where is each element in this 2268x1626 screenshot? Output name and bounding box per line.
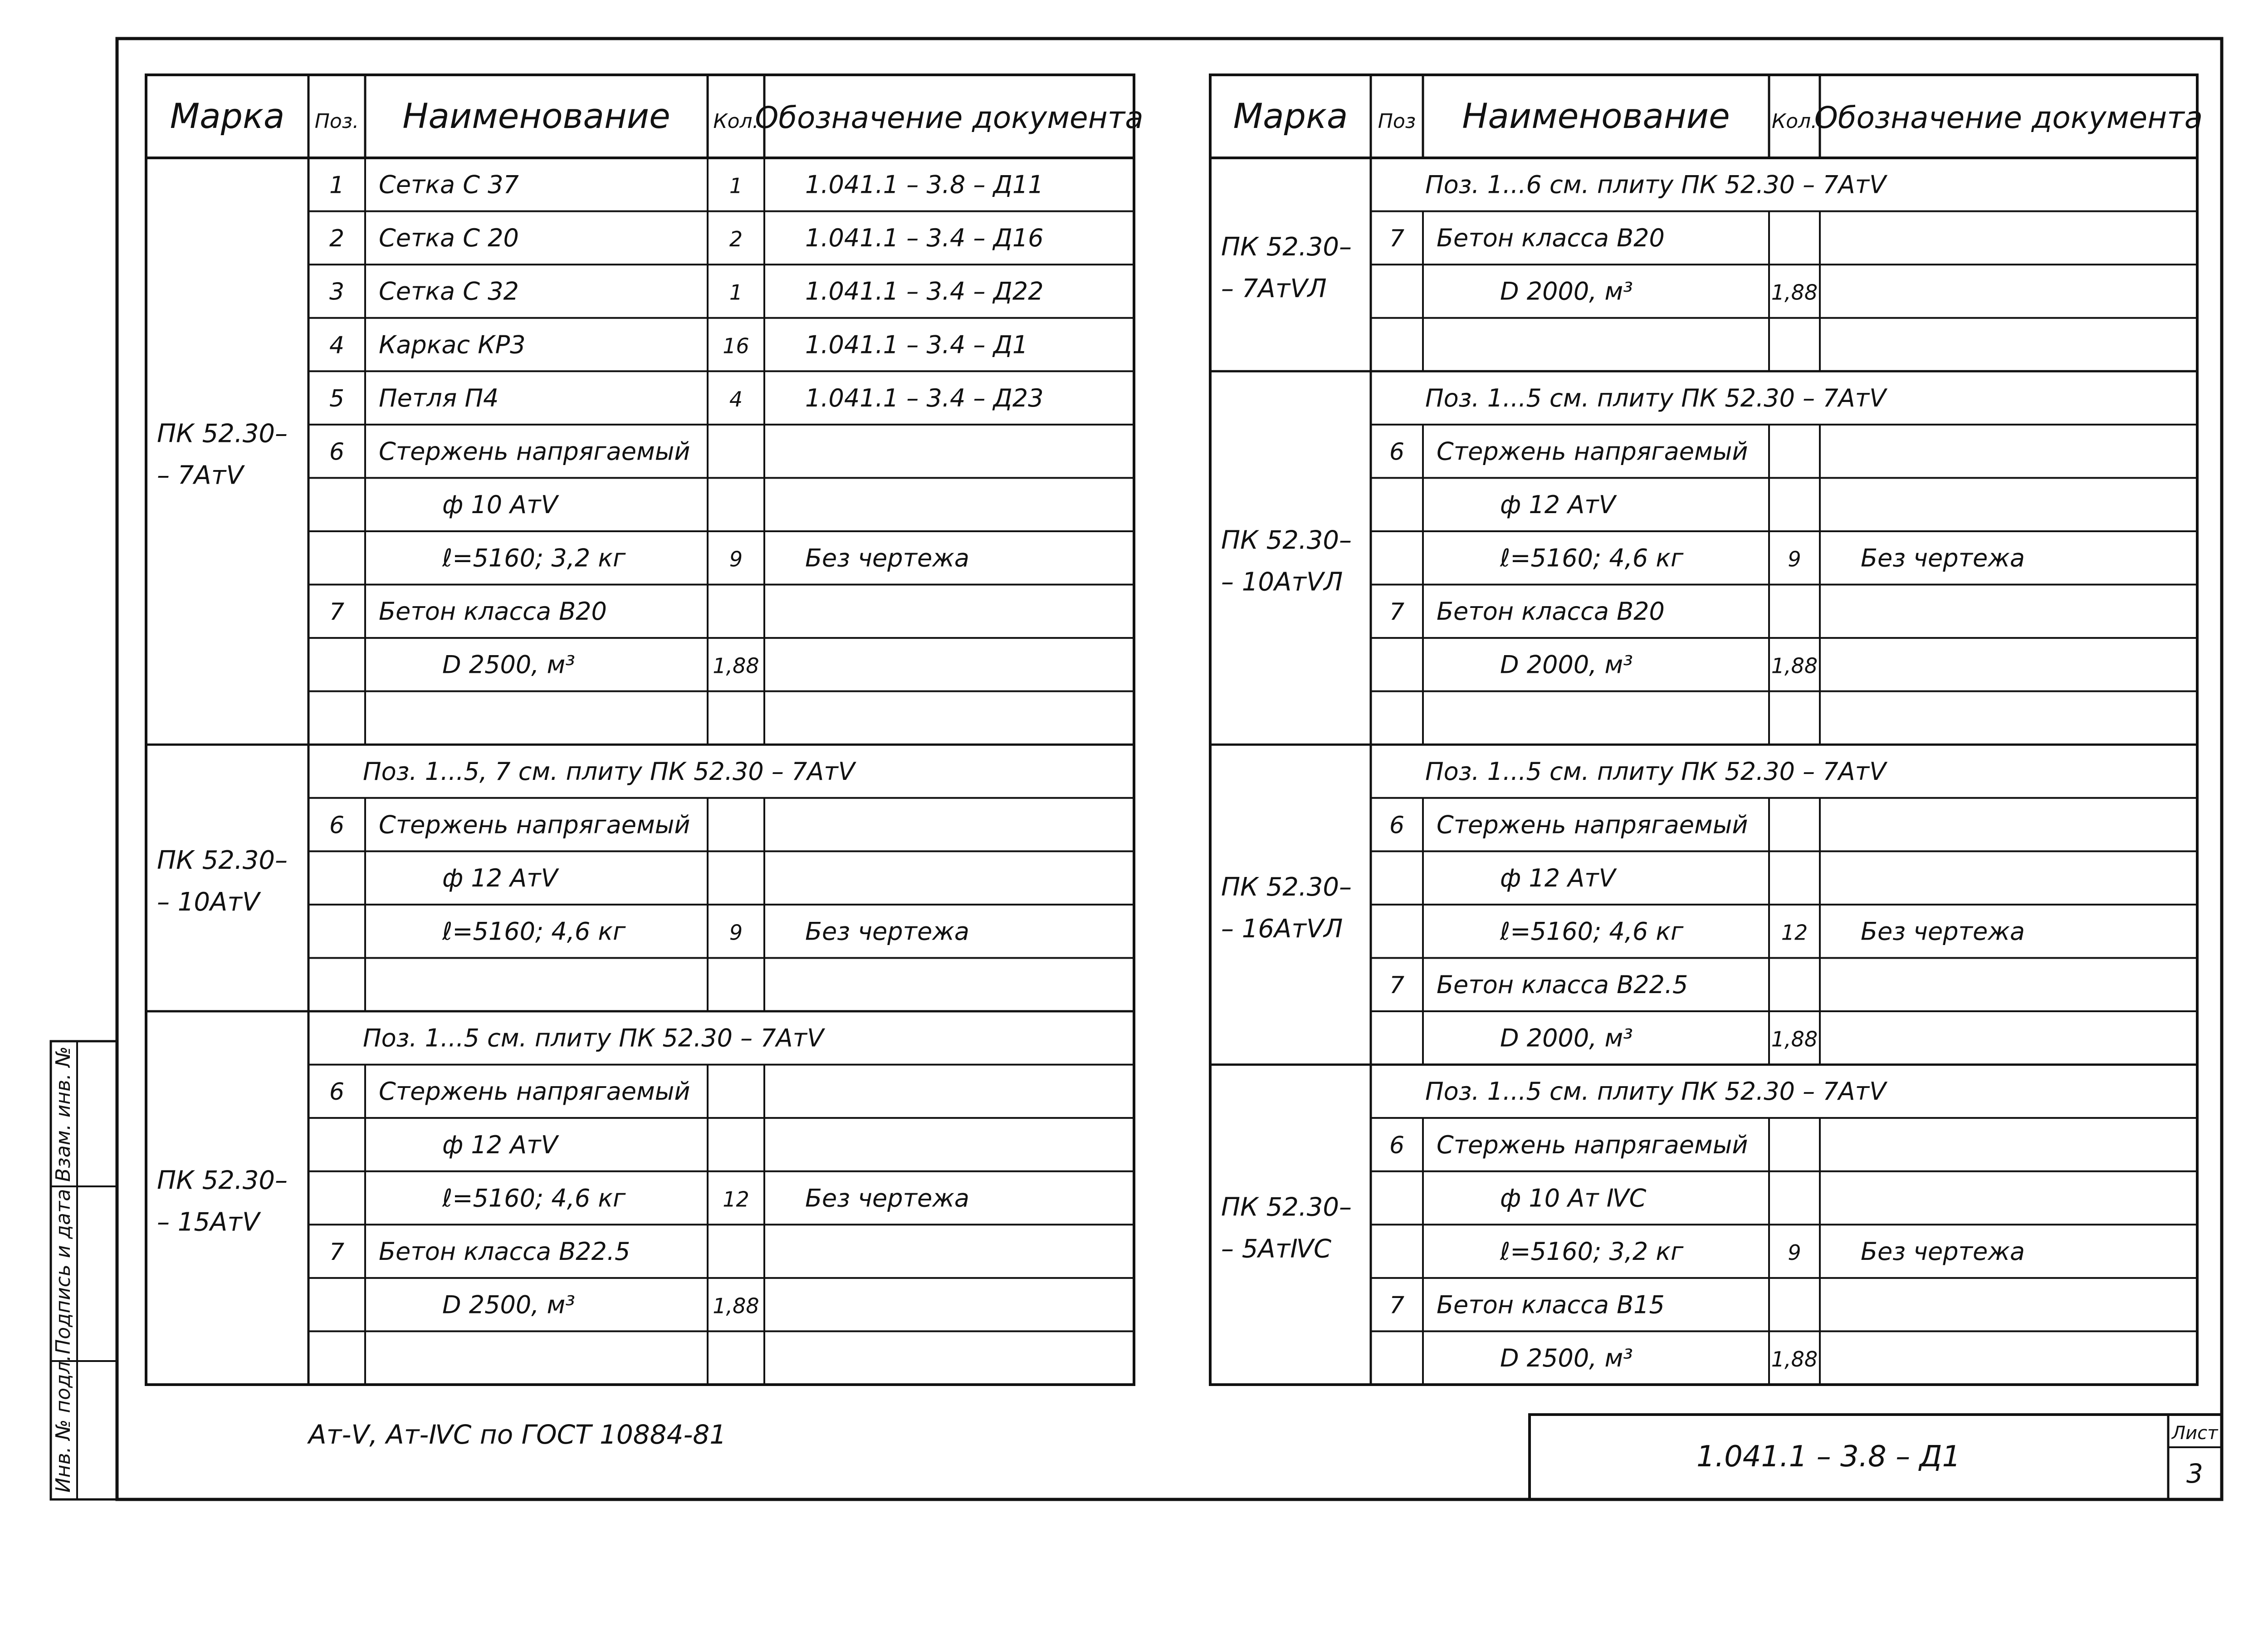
table-row [308,585,1134,638]
header-qty: Кол. [1771,110,1818,133]
row-name: D 2500, м³ [1500,1344,1633,1373]
table-row [1423,1331,1820,1385]
row-qty: 1,88 [713,1293,759,1318]
span-reference: Поз. 1...5 см. плиту ПК 52.30 – 7АтⅤ [363,1024,824,1053]
table-row [1371,638,2197,691]
mark-label: – 10АтⅤЛ [1221,567,1343,597]
sheet-number: 3 [2186,1458,2203,1489]
span-reference: Поз. 1...5 см. плиту ПК 52.30 – 7АтⅤ [1425,383,1887,412]
table-row [308,158,1134,211]
header-qty: Кол. [713,110,759,133]
table-row [1371,318,2197,372]
row-doc: Без чертежа [1861,544,2025,573]
row-qty: 1,88 [1771,1347,1818,1372]
row-pos: 7 [1389,598,1405,626]
table-row [365,1331,764,1385]
row-doc: 1.041.1 – 3.4 – Д16 [805,224,1044,253]
row-name: Стержень напрягаемый [1437,437,1748,466]
header-mark: Марка [170,96,285,137]
table-row [1371,851,2197,905]
row-qty: 1,88 [1771,280,1818,305]
row-name: ф 10 АтⅤ [442,490,558,519]
row-doc: Без чертежа [1861,917,2025,946]
row-name: Бетон класса В15 [1437,1290,1665,1319]
row-pos: 7 [1389,225,1405,253]
row-name: D 2000, м³ [1500,277,1633,306]
table-row [308,478,1134,531]
row-pos: 6 [329,812,345,839]
mark-label: – 10АтⅤ [157,887,260,917]
header-doc: Обозначение документа [755,100,1144,136]
side-replace-label: Взам. инв. № [52,1046,75,1182]
row-name: D 2000, м³ [1500,650,1633,679]
row-qty: 9 [1788,547,1801,572]
row-pos: 5 [329,385,345,412]
mark-label: – 7АтⅤЛ [1221,274,1327,304]
side-sign-label: Подпись и дата [52,1189,75,1354]
row-pos: 7 [329,1238,345,1266]
row-pos: 2 [329,225,345,253]
right-spec-table [1210,75,2203,1385]
table-row [308,211,1134,265]
row-qty: 1,88 [1771,653,1818,678]
table-row [308,958,1134,1011]
row-name: ф 10 Ат ⅣС [1500,1184,1647,1213]
table-row [1371,531,2197,585]
table-row [308,425,1134,478]
table-row [1371,691,2197,745]
row-doc: 1.041.1 – 3.4 – Д1 [805,330,1028,359]
row-name: Стержень напрягаемый [1437,810,1748,839]
row-name: ℓ=5160; 4,6 кг [442,917,626,946]
row-name: ф 12 АтⅤ [442,863,558,892]
row-name: ℓ=5160; 4,6 кг [1500,917,1684,946]
row-qty: 12 [1781,920,1808,945]
row-pos: 7 [329,598,345,626]
mark-label: ПК 52.30– [1221,232,1352,262]
row-doc: 1.041.1 – 3.4 – Д23 [805,383,1044,412]
table-span-row [1371,1077,2197,1118]
mark-label: ПК 52.30– [157,1166,288,1195]
mark-label: ПК 52.30– [1221,1192,1352,1222]
row-doc: Без чертежа [805,544,969,573]
table-border [1210,75,2197,1385]
row-pos: 6 [329,438,345,466]
mark-label: – 15АтⅤ [157,1207,260,1237]
row-name: Сетка С 37 [379,170,519,199]
row-qty: 2 [729,227,743,252]
row-qty: 1 [729,280,743,305]
span-reference: Поз. 1...5 см. плиту ПК 52.30 – 7АтⅤ [1425,1077,1887,1106]
row-qty: 4 [729,387,743,411]
mark-label: ПК 52.30– [157,846,288,876]
row-pos: 7 [1389,972,1405,999]
header-pos: Поз. [314,110,359,133]
table-row [308,1278,1134,1332]
row-name: ℓ=5160; 3,2 кг [1500,1237,1684,1266]
row-pos: 3 [329,278,345,306]
header-doc: Обозначение документа [1814,100,2203,136]
row-name: ℓ=5160; 4,6 кг [442,1184,626,1213]
row-doc: Без чертежа [1861,1237,2025,1266]
table-row [308,691,1134,745]
row-doc: 1.041.1 – 3.4 – Д22 [805,277,1044,306]
row-qty: 9 [729,920,743,945]
row-name: Стержень напрягаемый [1437,1130,1748,1159]
table-row [1371,958,2197,1011]
table-row [308,371,1134,425]
side-inv-label: Инв. № подл. [52,1355,75,1493]
table-row [308,851,1134,905]
table-row [1371,425,2197,478]
table-row [1371,905,2197,958]
row-doc: Без чертежа [805,917,969,946]
row-name: Стержень напрягаемый [379,1077,690,1106]
row-pos: 6 [329,1078,345,1106]
row-pos: 6 [1389,812,1405,839]
table-row [308,1118,1134,1171]
table-span-row [1371,171,2197,211]
table-row [308,905,1134,958]
row-qty: 9 [1788,1240,1801,1265]
row-name: Бетон класса В20 [1437,597,1665,626]
row-name: ф 12 АтⅤ [442,1130,558,1159]
table-row [1371,1171,2197,1225]
side-stamp [51,1041,117,1499]
table-row [1371,1118,2197,1171]
row-doc: 1.041.1 – 3.8 – Д11 [805,170,1044,199]
table-row [1371,585,2197,638]
mark-label: – 7АтⅤ [157,460,244,490]
row-qty: 1,88 [713,653,759,678]
mark-label: ПК 52.30– [1221,525,1352,555]
row-pos: 7 [1389,1292,1405,1319]
table-row [1371,1224,2197,1278]
mark-label: – 5АтⅣС [1221,1234,1332,1264]
left-spec-table [146,75,1144,1385]
table-span-row [1371,757,2197,798]
table-row [308,1171,1134,1225]
span-reference: Поз. 1...5, 7 см. плиту ПК 52.30 – 7АтⅤ [363,757,855,786]
row-pos: 6 [1389,438,1405,466]
table-row [1371,1278,2197,1332]
table-span-row [1371,384,2197,425]
table-row [1371,798,2197,852]
header-name: Наименование [402,96,670,137]
title-block [1530,1415,2222,1499]
row-pos: 6 [1389,1131,1405,1159]
table-row [308,638,1134,691]
sheet-label: Лист [2172,1423,2218,1444]
row-qty: 1 [729,173,743,198]
span-reference: Поз. 1...6 см. плиту ПК 52.30 – 7АтⅤ [1425,170,1887,199]
row-name: Каркас КР3 [379,330,526,359]
table-border [146,75,1134,1385]
header-mark: Марка [1233,96,1348,137]
row-qty: 9 [729,547,743,572]
row-pos: 4 [329,332,345,359]
mark-label: ПК 52.30– [1221,872,1352,902]
row-name: Петля П4 [379,383,499,412]
row-name: Сетка С 32 [379,277,519,306]
row-name: Стержень напрягаемый [379,437,690,466]
span-reference: Поз. 1...5 см. плиту ПК 52.30 – 7АтⅤ [1425,757,1887,786]
row-name: ф 12 АтⅤ [1500,490,1616,519]
table-span-row [308,757,1134,798]
row-name: Стержень напрягаемый [379,810,690,839]
row-name: ℓ=5160; 4,6 кг [1500,544,1684,573]
table-row [308,264,1134,318]
row-name: Бетон класса В20 [1437,224,1665,253]
row-name: ф 12 АтⅤ [1500,863,1616,892]
row-pos: 1 [329,171,345,199]
table-row [1371,264,2197,318]
row-name: D 2500, м³ [442,1290,575,1319]
table-row [1371,478,2197,531]
row-name: Бетон класса В22.5 [379,1237,631,1266]
header-pos: Поз [1378,110,1416,133]
row-name: Бетон класса В20 [379,597,607,626]
row-name: D 2500, м³ [442,650,575,679]
table-row [308,798,1134,852]
row-name: Бетон класса В22.5 [1437,970,1688,999]
document-code: 1.041.1 – 3.8 – Д1 [1696,1440,1961,1474]
mark-label: – 16АтⅤЛ [1221,914,1343,944]
row-qty: 16 [723,333,749,358]
table-span-row [308,1024,1134,1065]
mark-label: ПК 52.30– [157,419,288,449]
row-name: D 2000, м³ [1500,1024,1633,1053]
table-row [1371,1011,2197,1065]
row-qty: 12 [723,1187,749,1212]
footnote: Ат-Ⅴ, Ат-ⅣС по ГОСТ 10884-81 [308,1419,727,1450]
header-name: Наименование [1462,96,1730,137]
table-row [308,1224,1134,1278]
row-name: Сетка С 20 [379,224,519,253]
row-qty: 1,88 [1771,1027,1818,1052]
table-row [308,318,1134,372]
row-doc: Без чертежа [805,1184,969,1213]
table-row [308,531,1134,585]
table-row [308,1065,1134,1118]
table-row [1371,211,2197,265]
row-name: ℓ=5160; 3,2 кг [442,544,626,573]
